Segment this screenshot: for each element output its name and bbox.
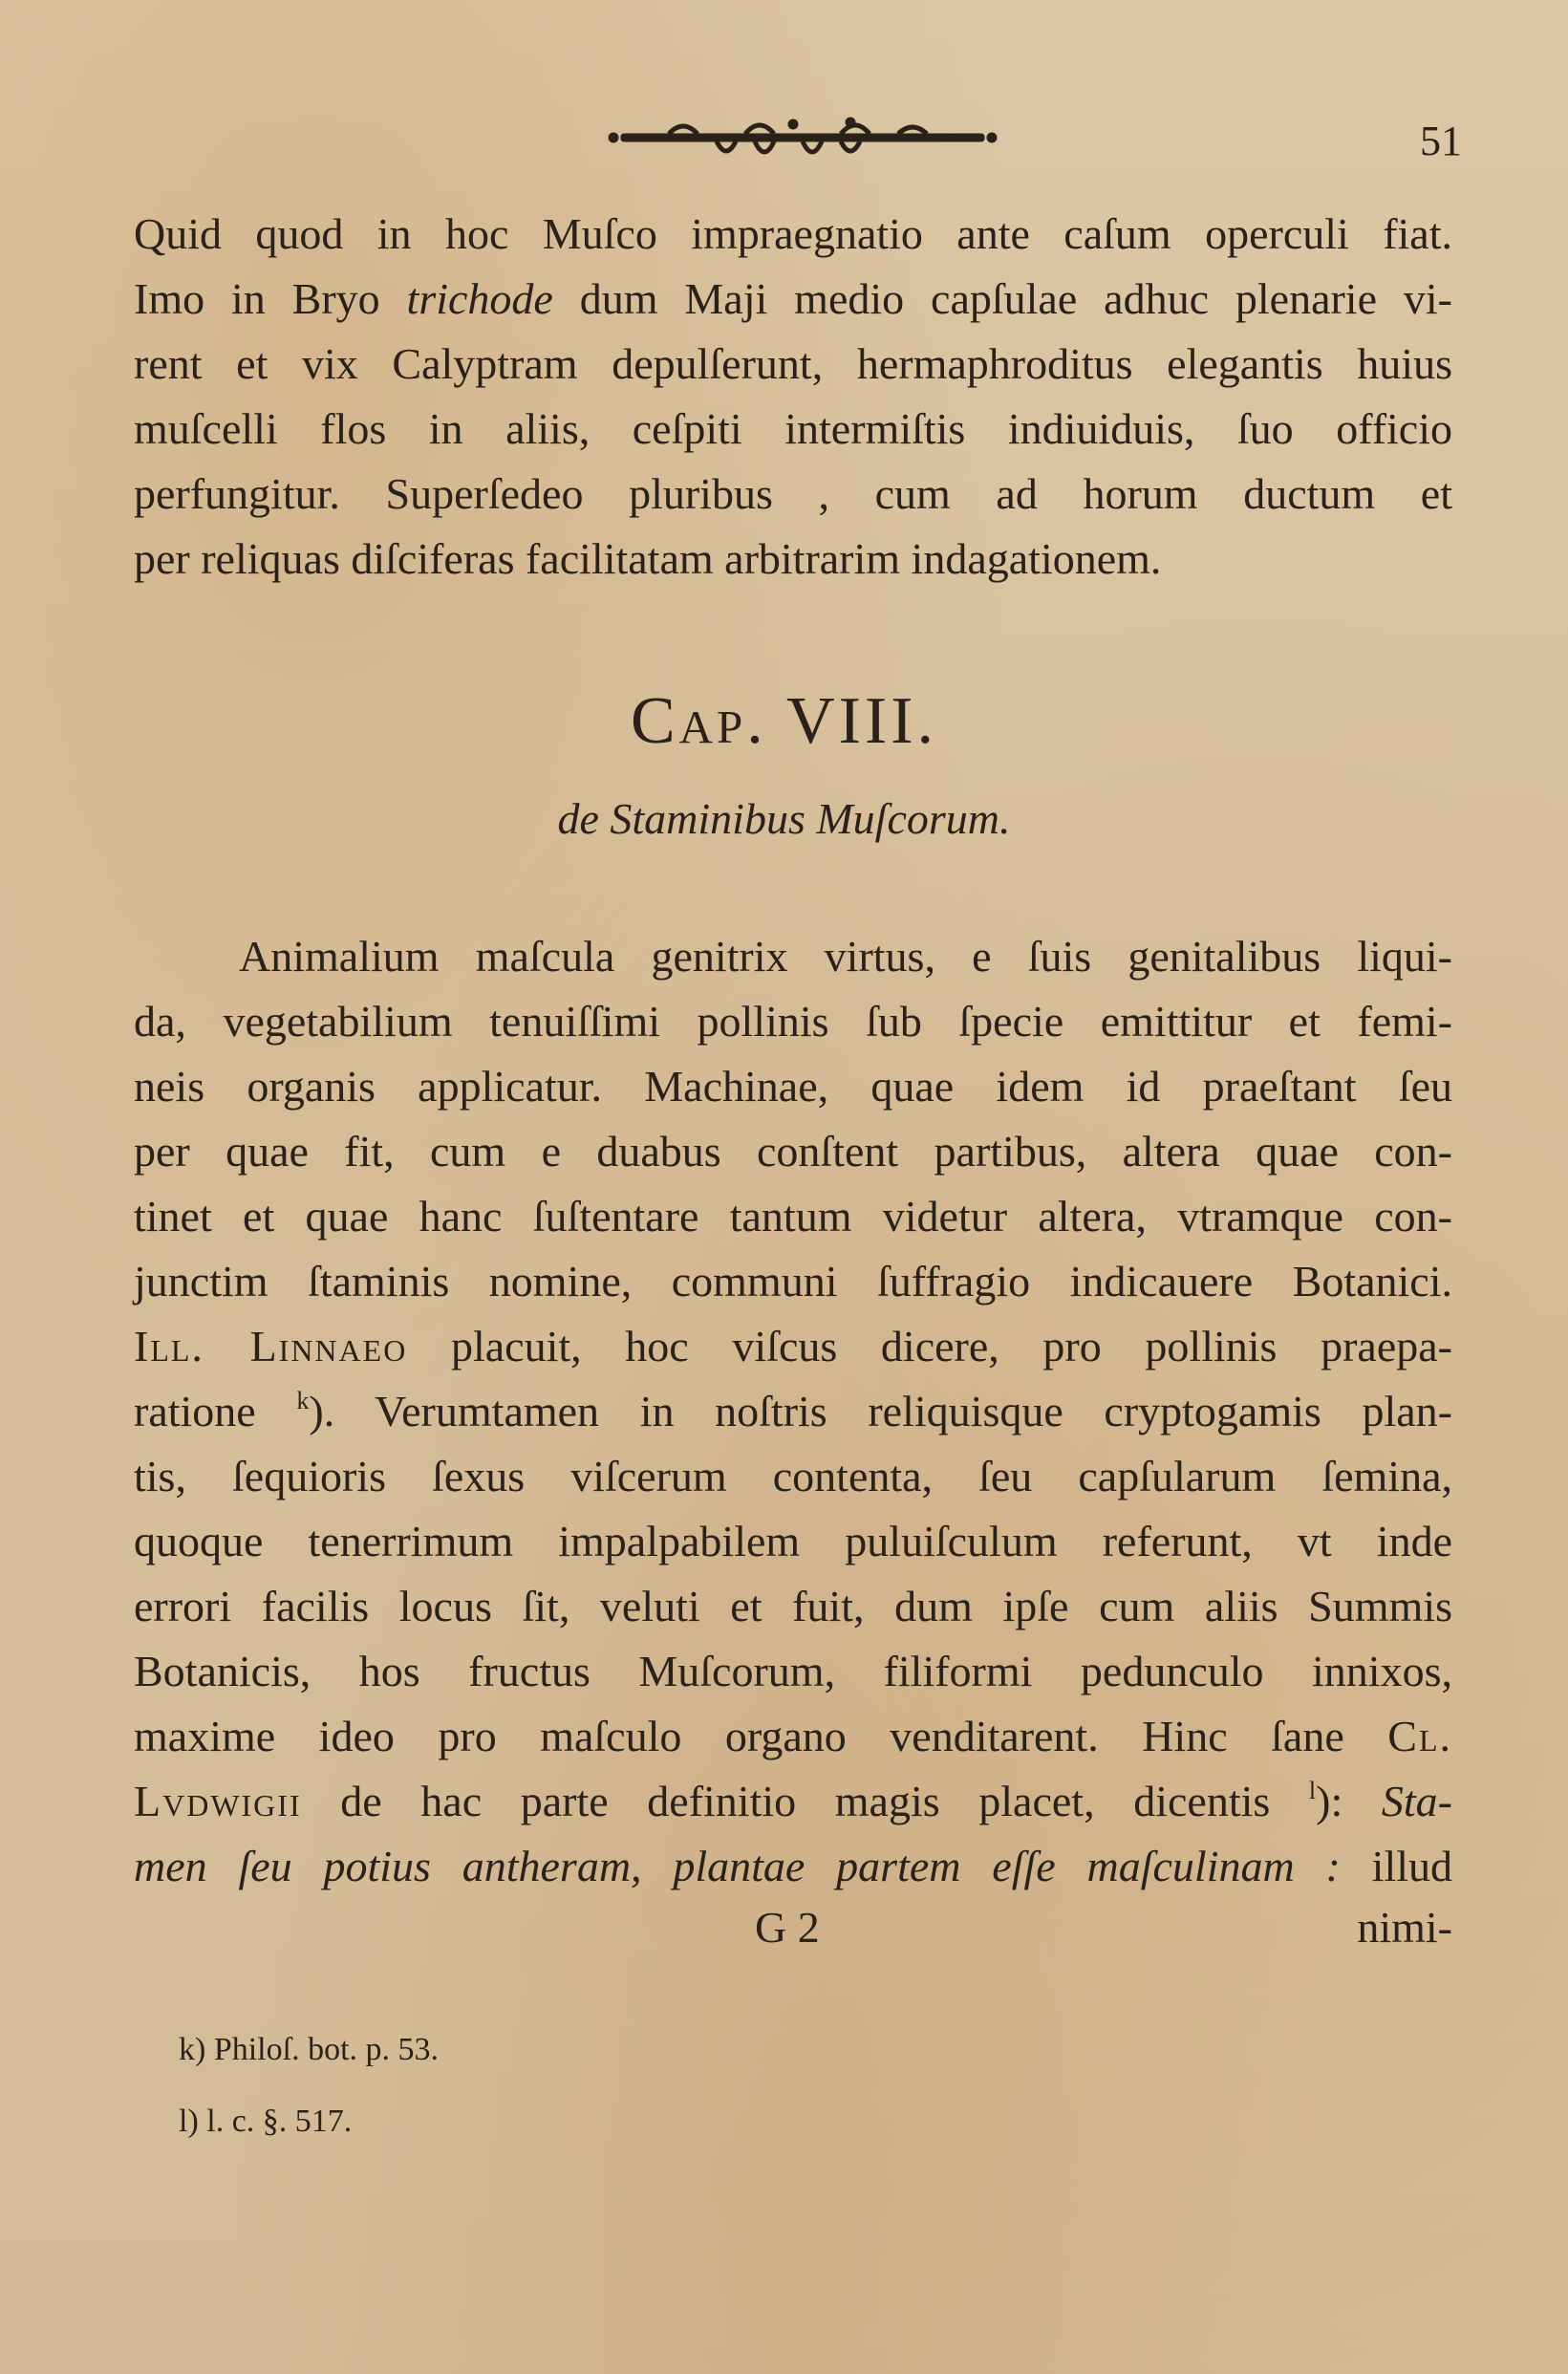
italic-text: trichode [406, 274, 553, 323]
text-segment: Botanicis, hos fructus Muſcorum, filiformi pedunculo innixos, [134, 1647, 1452, 1695]
text-segment: Animalium maſcula genitrix virtus, e ſuis genitalibus liqui- [239, 932, 1452, 981]
small-caps-name: Lvdwigii [134, 1777, 302, 1825]
text-line [134, 1704, 1452, 1769]
small-caps-name: Cl. [1387, 1712, 1452, 1760]
text-segment: de hac parte definitio magis placet, dicentis [301, 1777, 1309, 1825]
footnote-reference: l [1308, 1777, 1317, 1804]
text-line [134, 1509, 1452, 1574]
chapter-title-text: Cap. VIII. [630, 684, 938, 758]
text-segment: da, vegetabilium tenuiſſimi pollinis ſub ſpecie emittitur et femi- [134, 997, 1452, 1046]
text-segment: muſcelli flos in aliis, ceſpiti intermiſtis indiuiduis, ſuo officio [134, 404, 1452, 453]
text-line [134, 527, 1452, 592]
text-segment: tinet et quae hanc ſuſtentare tantum videtur altera, vtramque con- [134, 1192, 1452, 1241]
text-line [134, 1119, 1452, 1184]
text-segment: per quae fit, cum e duabus conſtent partibus, altera quae con- [134, 1127, 1452, 1176]
small-caps-name: Ill. Linnaeo [134, 1322, 408, 1370]
text-line [239, 924, 1452, 989]
chapter-title [0, 683, 1568, 760]
text-segment: placuit, hoc viſcus dicere, pro pollinis praepa- [407, 1322, 1452, 1370]
text-segment: ): [1316, 1777, 1382, 1825]
text-line [134, 397, 1452, 462]
text-segment: Imo in Bryo [134, 274, 407, 323]
text-line [134, 1054, 1452, 1119]
chapter-subtitle: de Staminibus Muſcorum. [557, 794, 1011, 843]
text-line [134, 989, 1452, 1054]
footnote-k: k) Philoſ. bot. p. 53. [179, 2032, 440, 2067]
text-line [134, 1249, 1452, 1314]
text-line [134, 1314, 1452, 1379]
text-line [134, 202, 1452, 267]
text-segment: ). Verumtamen in noſtris reliquisque cryptogamis plan- [309, 1387, 1452, 1435]
text-line [134, 1379, 1452, 1444]
text-line [134, 1639, 1452, 1704]
page-number: 51 [1420, 118, 1462, 164]
header-ornament-icon [602, 117, 1003, 166]
italic-text: men ſeu potius antheram, plantae partem eſſe maſculinam : [134, 1842, 1341, 1890]
text-line [134, 1769, 1452, 1834]
text-segment: perfungitur. Superſedeo pluribus , cum ad horum ductum et [134, 469, 1452, 518]
signature-mark: G 2 [755, 1903, 820, 1952]
text-segment: quoque tenerrimum impalpabilem puluiſculum referunt, vt inde [134, 1517, 1452, 1565]
text-segment: junctim ſtaminis nomine, communi ſuffragio indicauere Botanici. [134, 1257, 1452, 1306]
text-line [134, 332, 1452, 397]
text-segment: rent et vix Calyptram depulſerunt, hermaphroditus elegantis huius [134, 339, 1452, 388]
italic-text: Sta- [1381, 1777, 1452, 1825]
text-segment: neis organis applicatur. Machinae, quae idem id praeſtant ſeu [134, 1062, 1452, 1111]
text-segment: errori facilis locus ſit, veluti et fuit, dum ipſe cum aliis Summis [134, 1582, 1452, 1630]
catchword: nimi- [1357, 1903, 1452, 1952]
text-segment: per reliquas diſciferas facilitatam arbitrarim indagationem. [134, 534, 1162, 583]
text-segment: dum Maji medio capſulae adhuc plenarie vi- [552, 274, 1452, 323]
footnote-reference: k [296, 1387, 310, 1414]
text-line [134, 1184, 1452, 1249]
footnote-l: l) l. c. §. 517. [179, 2104, 353, 2139]
text-line [134, 1834, 1452, 1899]
text-segment: Quid quod in hoc Muſco impraegnatio ante caſum operculi fiat. [134, 209, 1452, 258]
text-segment: ratione [134, 1387, 297, 1435]
text-segment: maxime ideo pro maſculo organo venditarent. Hinc ſane [134, 1712, 1388, 1760]
text-line [134, 1444, 1452, 1509]
text-segment: illud [1340, 1842, 1452, 1890]
text-segment: tis, ſequioris ſexus viſcerum contenta, ſeu capſularum ſemina, [134, 1452, 1452, 1500]
text-line [134, 267, 1452, 332]
text-line [134, 1574, 1452, 1639]
text-line [134, 462, 1452, 527]
